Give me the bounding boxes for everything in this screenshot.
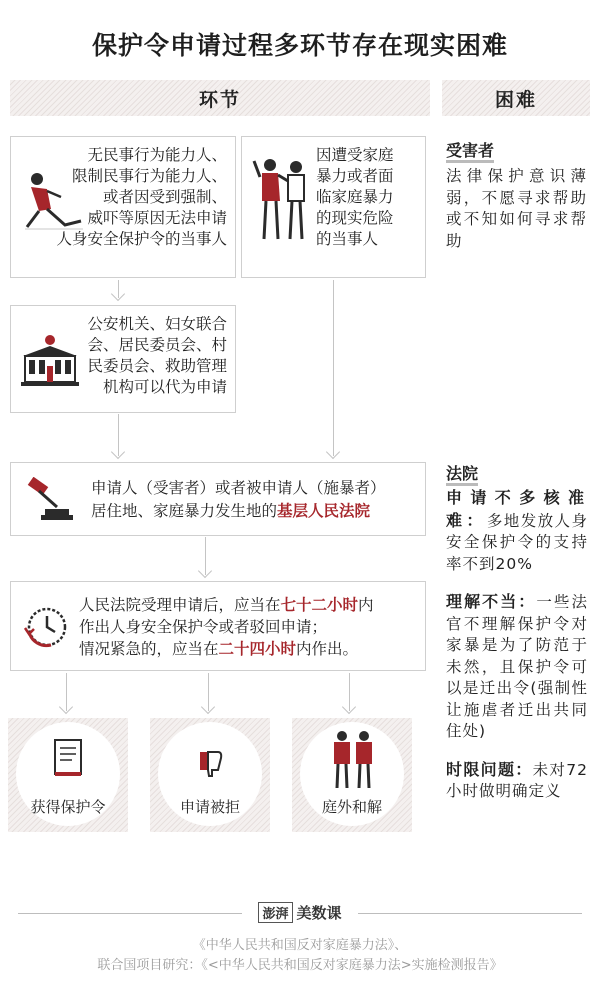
box3-line-3: 民委员会、救助管理: [87, 357, 227, 375]
box5-line-1: 人民法院受理申请后，应当在七十二小时内: [79, 596, 374, 614]
arrow-box2-to-box4: [333, 280, 334, 456]
seventy-two-hours-highlight: 七十二小时: [280, 596, 359, 614]
box1-line-2: 限制民事行为能力人、: [71, 167, 227, 185]
thumbs-down-icon: [196, 746, 224, 778]
brand-logo: [242, 899, 358, 925]
outcome-label-settled: 庭外和解: [321, 798, 382, 816]
outcome-settled: [292, 718, 412, 832]
box1-line-3: 或者因受到强制、: [102, 188, 227, 206]
outcome-label-granted: 获得保护令: [30, 798, 106, 816]
source-line-2: 联合国项目研究：《<中华人民共和国反对家庭暴力法>实施检测报告》: [97, 958, 503, 973]
brand-name: 美数课: [296, 903, 342, 922]
arrow-head: [59, 700, 73, 714]
applicant-victim-box: [241, 136, 426, 278]
applicant-incapacitated-box: [10, 136, 236, 278]
court-deadline-box: [10, 581, 426, 671]
box3-line-4: 机构可以代为申请: [102, 378, 227, 396]
box1-line-4: 威吓等原因无法申请: [87, 209, 227, 227]
fighting-people-icon: [252, 155, 312, 245]
court-item1-text: 多地发放人身安全保护令的支持率不到20%: [446, 511, 588, 573]
box2-line-1: 因遭受家庭: [316, 146, 394, 164]
box5-line-3: 情况紧急的，应当在二十四小时内作出。: [79, 640, 359, 658]
court-item2-label: 理解不当：: [446, 592, 537, 611]
arrow-head: [326, 445, 340, 459]
court-jurisdiction-box: [10, 462, 426, 536]
arrow-head: [111, 287, 125, 301]
twenty-four-hours-highlight: 二十四小时: [218, 640, 297, 658]
court-heading: 法院: [446, 465, 478, 486]
box4-line-2: 居住地、家庭暴力发生地的基层人民法院: [91, 502, 371, 520]
footer-divider-left: [18, 913, 242, 914]
victim-heading: 受害者: [446, 142, 494, 163]
clock-icon: [21, 602, 71, 652]
court-difficulty: [446, 463, 588, 803]
column-header-difficulties: 困难: [442, 80, 590, 116]
box1-line-5: 人身安全保护令的当事人: [56, 230, 227, 248]
brand-stamp: 澎湃: [258, 902, 292, 923]
footer-divider-right: [358, 913, 582, 914]
basic-court-highlight: 基层人民法院: [277, 502, 371, 520]
victim-difficulty-text: 法律保护意识薄弱，不愿寻求帮助或不知如何寻求帮助: [446, 167, 588, 250]
court-item1-label: 申请不多核准难：: [446, 488, 588, 530]
outcome-granted: [8, 718, 128, 832]
box1-line-1: 无民事行为能力人、: [87, 146, 227, 164]
arrow-head: [201, 700, 215, 714]
source-line-1: 《中华人民共和国反对家庭暴力法》、: [192, 938, 408, 953]
box3-line-2: 会、居民委员会、村: [87, 336, 227, 354]
column-header-stages: 环节: [10, 80, 430, 116]
court-item3-label: 时限问题：: [446, 759, 533, 779]
arrow-head: [342, 700, 356, 714]
court-item3-text: 未对72小时做明确定义: [446, 760, 588, 800]
court-item2-text: 一些法官不理解保护令对家暴是为了防范于未然，且保护令可以是迁出令(强制性让施虐者迁出共同住处): [446, 593, 588, 740]
gavel-icon: [23, 477, 75, 523]
box5-line-2: 作出人身安全保护令或者驳回申请；: [79, 618, 328, 636]
two-people-icon: [328, 730, 378, 792]
victim-difficulty: [446, 140, 588, 252]
document-icon: [52, 738, 84, 778]
arrow-head: [111, 445, 125, 459]
box2-line-3: 临家庭暴力: [316, 188, 394, 206]
page-title: 保护令申请过程多环节存在现实困难: [91, 31, 508, 60]
box2-line-5: 的当事人: [316, 230, 379, 248]
box4-line-1: 申请人（受害者）或者被申请人（施暴者）: [91, 479, 386, 497]
arrow-head: [198, 564, 212, 578]
box3-line-1: 公安机关、妇女联合: [87, 315, 227, 333]
box2-line-4: 的现实危险: [316, 209, 394, 227]
proxy-applicant-box: [10, 305, 236, 413]
box2-line-2: 暴力或者面: [316, 167, 394, 185]
outcome-rejected: [150, 718, 270, 832]
government-building-icon: [19, 334, 81, 390]
outcome-label-rejected: 申请被拒: [179, 798, 240, 816]
